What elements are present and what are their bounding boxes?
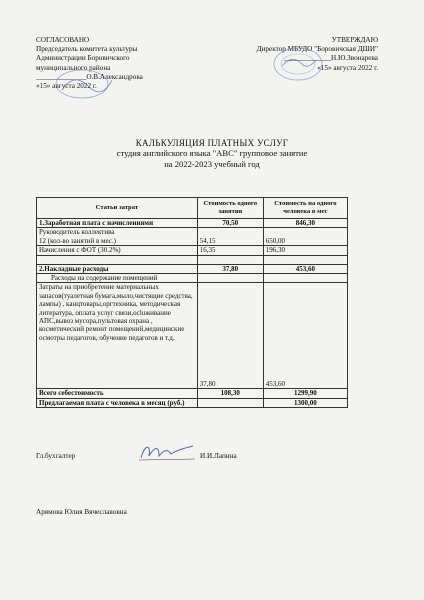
row-salary-v1: 70,50 [197, 219, 263, 228]
footer-name: Арямова Юлия Вячеславовна [36, 508, 127, 516]
row-price-v2: 1300,00 [263, 398, 347, 407]
row-manager-v1: 54,15 [197, 228, 263, 246]
approval-left-signature-name: О.В.Александрова [86, 72, 143, 81]
row-manager-label1: Руководитель коллектива [39, 228, 115, 237]
calculation-table [36, 197, 348, 408]
row-salary-v2: 846,30 [263, 219, 347, 228]
row-total-v1: 108,30 [197, 389, 263, 398]
approval-right-signature-name: Н.Ю.Звонарева [330, 54, 378, 63]
table-row [37, 264, 348, 273]
accountant-title: Гл.бухгалтер [36, 452, 76, 460]
approval-right-date: «15» августа 2022 г. [317, 63, 378, 72]
table-row [37, 228, 348, 246]
table-row [37, 246, 348, 255]
row-salary-label: 1.Заработная плата с начислениями [37, 219, 198, 228]
title-main: КАЛЬКУЛЯЦИЯ ПЛАТНЫХ УСЛУГ [135, 138, 289, 148]
round-seal-icon [268, 44, 328, 84]
header-cost-per-lesson: Стоимость одного занятия [197, 198, 263, 219]
row-manager-label [37, 228, 198, 246]
table-row [37, 219, 348, 228]
signature-underline: _____________ [284, 54, 331, 63]
approval-right-line1: Директор МБУДО "Боровичская ДШИ" [256, 45, 378, 54]
table-row [37, 389, 348, 398]
row-fot-label: Начисления с ФОТ (30.2%) [37, 246, 198, 255]
row-costs-v2: 453,60 [263, 283, 347, 389]
table-row [37, 283, 348, 389]
approval-left-line1: Председатель комитета культуры [36, 45, 138, 54]
approval-left-heading: СОГЛАСОВАНО [36, 36, 90, 44]
row-total-v2: 1299,90 [263, 389, 347, 398]
handwritten-signature-icon [137, 440, 197, 466]
row-fot-v2: 196,30 [263, 246, 347, 255]
row-costs-v1: 37,80 [197, 283, 263, 389]
row-total-label: Всего себестоимость [37, 389, 198, 398]
header-cost-per-month: Стоимость на одного человека в мес [263, 198, 347, 219]
row-fot-v1: 16,35 [197, 246, 263, 255]
approval-right-heading: УТВЕРЖДАЮ [331, 36, 378, 44]
row-manager-label2: 12 (кол-во занятий в мес.) [39, 236, 116, 245]
table-header-row [37, 198, 348, 219]
header-cost-item: Статьи затрат [37, 198, 198, 219]
row-overhead-v1: 37,80 [197, 264, 263, 273]
blue-stamp-icon [52, 66, 122, 106]
document-title [0, 138, 424, 169]
table-row [37, 274, 348, 283]
table-row-empty [37, 255, 348, 264]
row-price-label: Предлагаемая плата с человека в месяц (руб.) [37, 398, 198, 407]
title-line3: на 2022-2023 учебный год [164, 158, 260, 169]
table-row [37, 398, 348, 407]
signature-underline: ______________ [36, 72, 87, 81]
title-line2: студия английского языка "ABC" групповое занятие [116, 148, 308, 159]
row-costs-text: Затраты на приобретение материальных запасов(туалетная бумага,мыло,чистящие средства, лампы) , канцтовары,оргтехника, методическая литература, оплата услуг связи,осluживание АПС,вывоз мусора,пультовая охрана , косметический ремонт помещений,медицинские осмотры педагогов, обучение педагогов и т.д. [37, 283, 198, 389]
row-manager-v2: 650,00 [263, 228, 347, 246]
approval-left-date: «15» августа 2022 г. [36, 82, 97, 91]
row-overhead-label: 2.Накладные расходы [37, 264, 198, 273]
row-premises-label: Расходы на содержание помещений [37, 274, 198, 283]
accountant-name: И.И.Лапина [200, 452, 237, 460]
row-overhead-v2: 453,60 [263, 264, 347, 273]
approval-left-line2: Администрации Боровичского [36, 54, 130, 63]
approval-left-line3: муниципального района [36, 63, 111, 72]
